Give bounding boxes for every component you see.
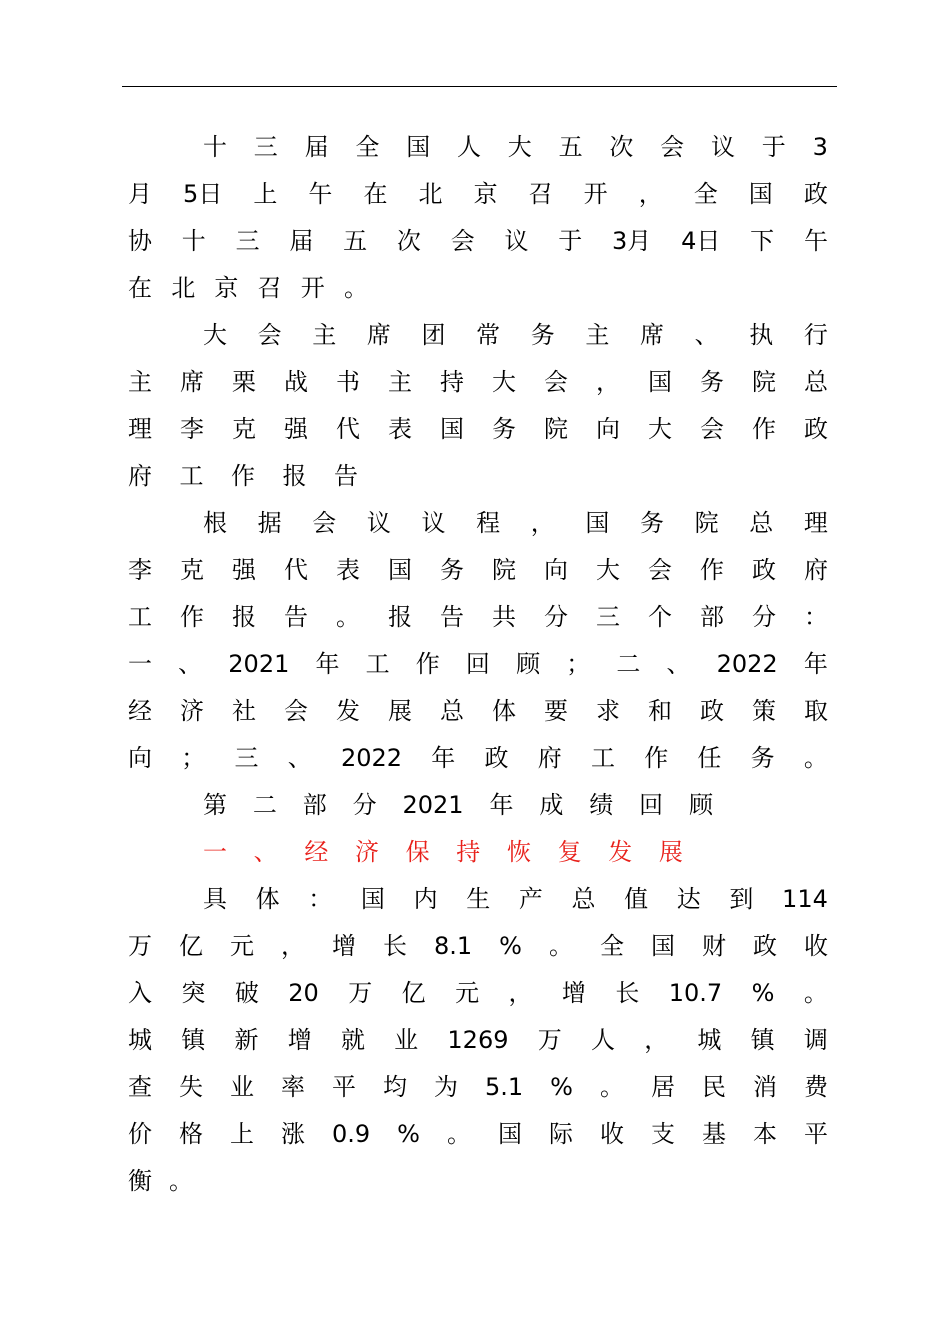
text-line: 查 失 业 率 平 均 为 5.1 % 。 居 民 消 费 <box>128 1073 828 1101</box>
text-line: 向 ； 三 、 2022 年 政 府 工 作 任 务 。 <box>128 744 828 772</box>
text-line: 一 、 2021 年 工 作 回 顾 ； 二 、 2022 年 <box>128 650 828 678</box>
header-rule <box>122 86 837 87</box>
text-line: 理 李 克 强 代 表 国 务 院 向 大 会 作 政 <box>128 415 828 443</box>
text-line: 府 工 作 报 告 <box>128 462 358 490</box>
text-line: 根 据 会 议 议 程 ， 国 务 院 总 理 <box>203 509 828 537</box>
text-line: 一 、 经 济 保 持 恢 复 发 展 <box>203 838 683 866</box>
text-line: 城 镇 新 增 就 业 1269 万 人 ， 城 镇 调 <box>128 1026 828 1054</box>
text-line: 主 席 栗 战 书 主 持 大 会 ， 国 务 院 总 <box>128 368 828 396</box>
text-line: 经 济 社 会 发 展 总 体 要 求 和 政 策 取 <box>128 697 828 725</box>
text-line: 第 二 部 分 2021 年 成 绩 回 顾 <box>203 791 713 819</box>
text-line: 十 三 届 全 国 人 大 五 次 会 议 于 3 <box>203 133 828 161</box>
text-line: 衡 。 <box>128 1167 193 1195</box>
text-line: 月 5日 上 午 在 北 京 召 开 ， 全 国 政 <box>128 180 828 208</box>
text-line: 价 格 上 涨 0.9 % 。 国 际 收 支 基 本 平 <box>128 1120 828 1148</box>
text-line: 具 体 ： 国 内 生 产 总 值 达 到 114 <box>203 885 828 913</box>
text-line: 协 十 三 届 五 次 会 议 于 3月 4日 下 午 <box>128 227 828 255</box>
text-line: 工 作 报 告 。 报 告 共 分 三 个 部 分 ： <box>128 603 828 631</box>
text-line: 万 亿 元 ， 增 长 8.1 % 。 全 国 财 政 收 <box>128 932 828 960</box>
text-line: 大 会 主 席 团 常 务 主 席 、 执 行 <box>203 321 828 349</box>
text-line: 入 突 破 20 万 亿 元 ， 增 长 10.7 % 。 <box>128 979 828 1007</box>
text-line: 在 北 京 召 开 。 <box>128 274 368 302</box>
text-line: 李 克 强 代 表 国 务 院 向 大 会 作 政 府 <box>128 556 828 584</box>
